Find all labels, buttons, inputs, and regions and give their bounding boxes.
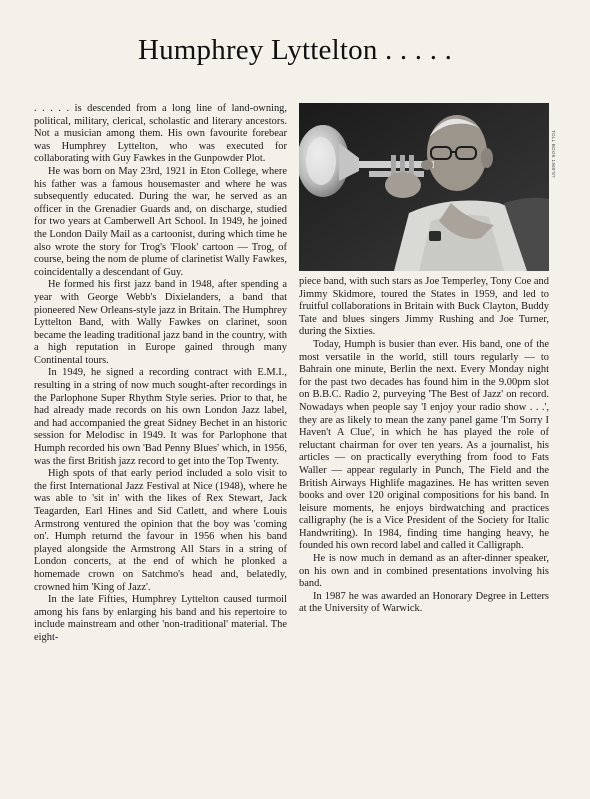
paragraph: . . . . . is descended from a long line of land-owning, political, military, clerical, scholastic and literary ancestors. Not a musician among them. His own favourite forebear was Humphrey Lyttelton, who was executed for collaborating with Guy Fawkes in the Gunpowder Plot.	[34, 103, 287, 165]
paragraph: In the late Fifties, Humphrey Lyttelton caused turmoil among his fans by enlarging his band and his repertoire to include mainstream and other 'non-traditional' material. The eight-	[34, 594, 287, 643]
paragraph: In 1949, he signed a recording contract with E.M.I., resulting in a string of now much sought-after recordings in the Parlophone Super Rhythm Style series. Prior to that, he had already made records on his own London Jazz label, and had accompanied the great Sidney Bechet in an historic session for Melodisc in 1949. It was for Parlophone that Humph recorded his own 'Bad Penny Blues' which, in 1956, was the first British jazz record to get into the Top Twenty.	[34, 367, 287, 467]
paragraph: He formed his first jazz band in 1948, after spending a year with George Webb's Dixielanders, a band that pioneered New Orleans-style jazz in Britain. The Humphrey Lyttelton Band, with Wally Fawkes on clarinet, soon became the leading traditional jazz band in the country, with a high reputation in Europe gained through many Continental tours.	[34, 279, 287, 366]
paragraph: Today, Humph is busier than ever. His band, one of the most versatile in the world, still tours regularly — to Bahrain one minute, Berlin the next. Every Monday night for the past two decades has found him in the 9.00pm slot on B.B.C. Radio 2, purveying 'The Best of Jazz' on record. Nowadays when people say 'I enjoy your radio show . . .', they are as likely to mean the zany panel game 'I'm Sorry I Haven't A Clue', in which he has played the role of reluctant chairman for over ten years. As a journalist, his articles — on practically everything from food to Fats Waller — appear regularly in Punch, The Field and the British Airways Highlife magazines. He has written seven books and over 120 original compositions for his band. In leisure moments, he enjoys birdwatching and practices calligraphy (he is a Vice President of the Society for Italic Handwriting). In 1984, finding time hanging heavy, he founded his own record label and called it Calligraph.	[299, 338, 549, 552]
page-title: Humphrey Lyttelton . . . . .	[137, 34, 453, 66]
photo-illustration	[299, 103, 549, 271]
right-column	[299, 276, 549, 616]
trumpet-player-photo	[299, 103, 549, 271]
paragraph: High spots of that early period included a solo visit to the first International Jazz Festival at Nice (1948), where he was able to 'sit in' with the likes of Rex Stewart, Jack Teagarden, Earl Hines and Sid Catlett, and where Louis Armstrong ventured the opinion that the boy was 'coming on'. Humph returnd the favour in 1956 when his band played alongside the Armstrong All Stars in a string of London concerts, at the end of which he plonked a homemade crown on Satchmo's head and, belatedly, crowned him 'King of Jazz'.	[34, 468, 287, 593]
left-column	[34, 103, 287, 645]
paragraph: In 1987 he was awarded an Honorary Degree in Letters at the University of Warwick.	[299, 590, 549, 615]
paragraph: He is now much in demand as an after-dinner speaker, on his own and in combined presentations involving his band.	[299, 553, 549, 590]
paragraph: piece band, with such stars as Joe Temperley, Tony Coe and Jimmy Skidmore, toured the States in 1959, and led to fruitful collaborations in Britain with Buck Clayton, Buddy Tate and blues singers Jimmy Rushing and Joe Turner, during the Sixties.	[299, 276, 549, 338]
paragraph: He was born on May 23rd, 1921 in Eton College, where his father was a famous housemaster and where he was subsequently educated. During the war, he served as an officer in the Grenadier Guards and, on discharge, studied for two years at Camberwell Art School. In 1949, he joined the London Daily Mail as a cartoonist, during which time he also wrote the story for Trog's 'Flook' cartoon — Trog, of course, being the nom de plume of clarinetist Wally Fawkes, coincidentally a descendant of Guy.	[34, 165, 287, 278]
photo-credit: TOLL BOOK 1960'S?	[551, 130, 556, 178]
